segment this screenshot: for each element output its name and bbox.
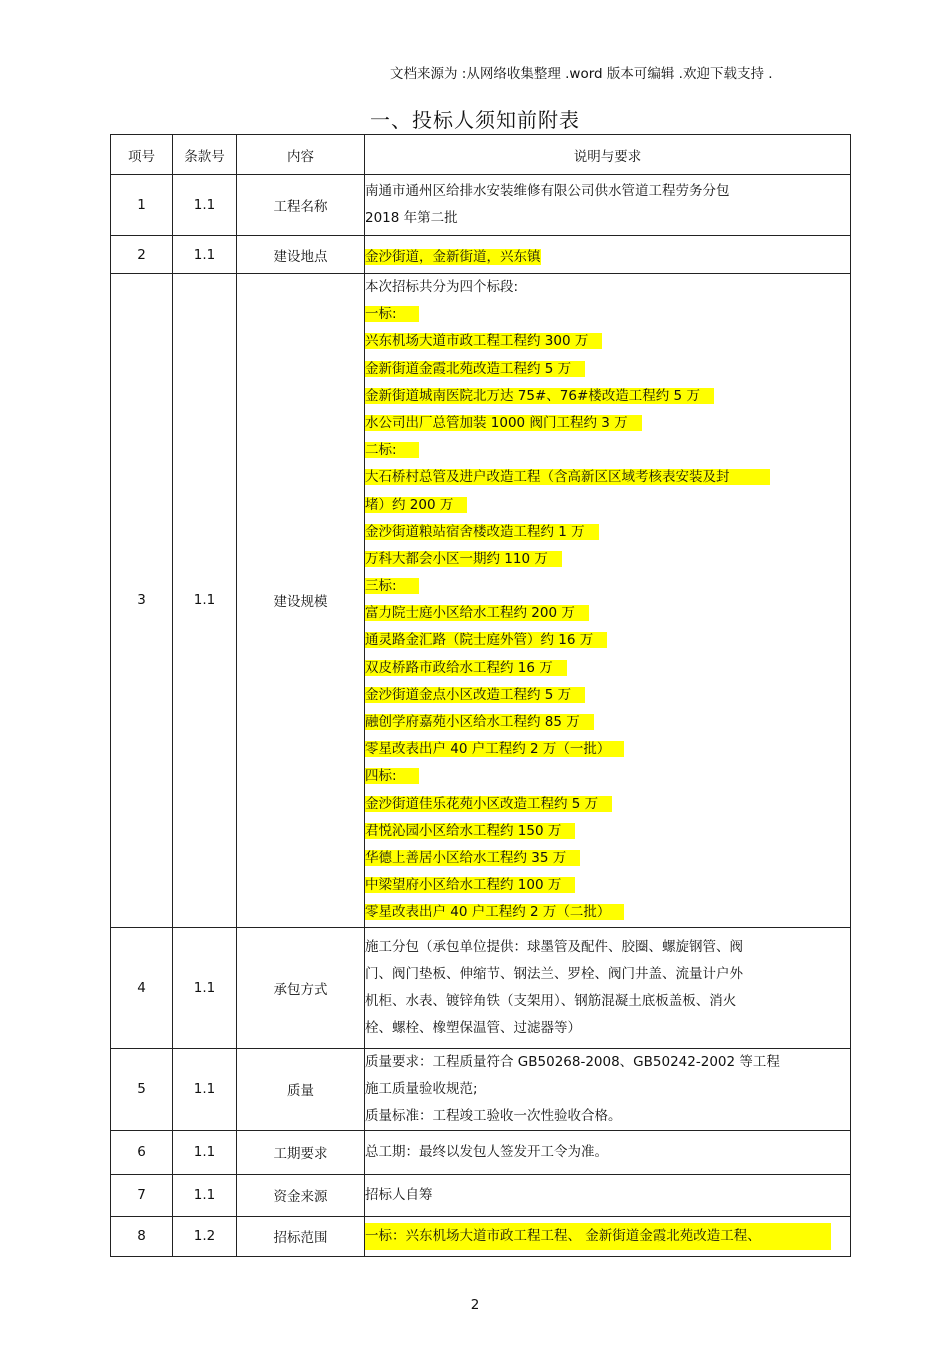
row-no: 6 bbox=[111, 1130, 173, 1174]
highlighted-text: 金沙街道粮站宿舍楼改造工程约 1 万 bbox=[365, 524, 599, 540]
lot-heading: 四标: bbox=[365, 768, 419, 784]
row-no: 8 bbox=[111, 1216, 173, 1256]
description-line bbox=[365, 709, 850, 736]
description-line bbox=[365, 437, 850, 464]
highlighted-text: 金沙街道佳乐花苑小区改造工程约 5 万 bbox=[365, 796, 612, 812]
description-line: 施工质量验收规范; bbox=[365, 1080, 478, 1097]
description-line: 招标人自筹 bbox=[365, 1186, 433, 1203]
highlighted-text: 兴东机场大道市政工程工程约 300 万 bbox=[365, 333, 602, 349]
row-clause: 1.1 bbox=[173, 927, 237, 1048]
highlighted-text: 金沙街道，金新街道，兴东镇 bbox=[365, 248, 541, 265]
row-item: 工期要求 bbox=[237, 1130, 365, 1174]
row-description bbox=[365, 1130, 851, 1174]
row-item: 资金来源 bbox=[237, 1174, 365, 1216]
highlighted-text: 堵）约 200 万 bbox=[365, 497, 467, 513]
description-line bbox=[365, 899, 850, 926]
highlighted-text: 金沙街道金点小区改造工程约 5 万 bbox=[365, 687, 585, 703]
table-row bbox=[111, 1216, 851, 1256]
row-no: 2 bbox=[111, 236, 173, 274]
row-item: 工程名称 bbox=[237, 175, 365, 236]
row-no: 1 bbox=[111, 175, 173, 236]
highlighted-text: 金新街道金霞北苑改造工程约 5 万 bbox=[365, 361, 585, 377]
row-item: 建设规模 bbox=[237, 274, 365, 928]
description-line bbox=[365, 872, 850, 899]
column-header-requirements: 说明与要求 bbox=[365, 135, 851, 175]
row-item: 建设地点 bbox=[237, 236, 365, 274]
row-clause: 1.1 bbox=[173, 1130, 237, 1174]
highlighted-text: 万科大都会小区一期约 110 万 bbox=[365, 551, 562, 567]
highlighted-text: 融创学府嘉苑小区给水工程约 85 万 bbox=[365, 714, 594, 730]
description-line: 2018 年第二批 bbox=[365, 210, 458, 226]
highlighted-text: 一标：兴东机场大道市政工程工程、 金新街道金霞北苑改造工程、 bbox=[365, 1223, 831, 1250]
description-line bbox=[365, 464, 850, 491]
description-line: 质量标准：工程竣工验收一次性验收合格。 bbox=[365, 1107, 622, 1124]
description-line: 栓、螺栓、橡塑保温管、过滤器等） bbox=[365, 1019, 581, 1036]
row-clause: 1.2 bbox=[173, 1216, 237, 1256]
row-description bbox=[365, 927, 851, 1048]
description-line bbox=[365, 519, 850, 546]
lot-heading: 三标: bbox=[365, 578, 419, 594]
row-description bbox=[365, 236, 851, 274]
row-clause: 1.1 bbox=[173, 1174, 237, 1216]
highlighted-text: 富力院士庭小区给水工程约 200 万 bbox=[365, 605, 589, 621]
highlighted-text: 君悦沁园小区给水工程约 150 万 bbox=[365, 823, 575, 839]
table-row bbox=[111, 274, 851, 928]
description-line: 总工期：最终以发包人签发开工令为准。 bbox=[365, 1143, 608, 1160]
description-line bbox=[365, 818, 850, 845]
row-clause: 1.1 bbox=[173, 274, 237, 928]
line-text: 本次招标共分为四个标段: bbox=[365, 279, 519, 295]
highlighted-text: 双皮桥路市政给水工程约 16 万 bbox=[365, 660, 567, 676]
column-header-no: 项号 bbox=[111, 135, 173, 175]
highlighted-text: 华德上善居小区给水工程约 35 万 bbox=[365, 850, 580, 866]
description-line bbox=[365, 546, 850, 573]
row-clause: 1.1 bbox=[173, 1048, 237, 1130]
document-source-note: 文档来源为 :从网络收集整理 .word 版本可编辑 .欢迎下载支持 . bbox=[390, 66, 773, 82]
column-header-content: 内容 bbox=[237, 135, 365, 175]
table-header-row bbox=[111, 135, 851, 175]
table-row bbox=[111, 927, 851, 1048]
description-line bbox=[365, 791, 850, 818]
row-no: 7 bbox=[111, 1174, 173, 1216]
row-description bbox=[365, 175, 851, 236]
highlighted-text: 零星改表出户 40 户工程约 2 万（一批） bbox=[365, 741, 624, 757]
description-line bbox=[365, 655, 850, 682]
description-line bbox=[365, 356, 850, 383]
description-line bbox=[365, 410, 850, 437]
description-line: 南通市通州区给排水安装维修有限公司供水管道工程劳务分包 bbox=[365, 183, 730, 199]
description-line bbox=[365, 763, 850, 790]
page-number: 2 bbox=[470, 1297, 480, 1313]
description-line bbox=[365, 328, 850, 355]
table-row bbox=[111, 175, 851, 236]
row-no: 5 bbox=[111, 1048, 173, 1130]
table-row bbox=[111, 1048, 851, 1130]
instructions-table bbox=[110, 134, 851, 1257]
row-no: 4 bbox=[111, 927, 173, 1048]
description-line: 门、阀门垫板、伸缩节、钢法兰、罗栓、阀门井盖、流量计户外 bbox=[365, 965, 743, 982]
row-description bbox=[365, 1174, 851, 1216]
row-item: 质量 bbox=[237, 1048, 365, 1130]
row-item: 承包方式 bbox=[237, 927, 365, 1048]
description-line: 质量要求：工程质量符合 GB50268-2008、GB50242-2002 等工程 bbox=[365, 1053, 780, 1070]
lot-heading: 一标: bbox=[365, 306, 419, 322]
highlighted-text: 中梁望府小区给水工程约 100 万 bbox=[365, 877, 575, 893]
highlighted-text: 金新街道城南医院北万达 75#、76#楼改造工程约 5 万 bbox=[365, 388, 714, 404]
description-line bbox=[365, 627, 850, 654]
description-line bbox=[365, 682, 850, 709]
row-description bbox=[365, 1216, 851, 1256]
column-header-clause: 条款号 bbox=[173, 135, 237, 175]
row-no: 3 bbox=[111, 274, 173, 928]
description-line: 机柜、水表、镀锌角铁（支架用）、钢筋混凝土底板盖板、消火 bbox=[365, 992, 737, 1009]
table-row bbox=[111, 1130, 851, 1174]
highlighted-text: 通灵路金汇路（院士庭外管）约 16 万 bbox=[365, 632, 607, 648]
description-line bbox=[365, 736, 850, 763]
table-row bbox=[111, 1174, 851, 1216]
row-clause: 1.1 bbox=[173, 236, 237, 274]
description-line bbox=[365, 573, 850, 600]
highlighted-text: 零星改表出户 40 户工程约 2 万（二批） bbox=[365, 904, 624, 920]
row-clause: 1.1 bbox=[173, 175, 237, 236]
description-line bbox=[365, 274, 850, 301]
description-line bbox=[365, 845, 850, 872]
highlighted-text: 大石桥村总管及进户改造工程（含高新区区域考核表安装及封 bbox=[365, 469, 770, 485]
row-item: 招标范围 bbox=[237, 1216, 365, 1256]
page-title: 一、投标人须知前附表 bbox=[370, 108, 580, 132]
table-row bbox=[111, 236, 851, 274]
highlighted-text: 水公司出厂总管加装 1000 阀门工程约 3 万 bbox=[365, 415, 642, 431]
row-description bbox=[365, 1048, 851, 1130]
description-line bbox=[365, 383, 850, 410]
lot-heading: 二标: bbox=[365, 442, 419, 458]
row-description bbox=[365, 274, 851, 928]
description-line: 施工分包（承包单位提供：球墨管及配件、胶圈、螺旋钢管、阀 bbox=[365, 938, 743, 955]
description-line bbox=[365, 301, 850, 328]
description-line bbox=[365, 600, 850, 627]
description-line bbox=[365, 492, 850, 519]
